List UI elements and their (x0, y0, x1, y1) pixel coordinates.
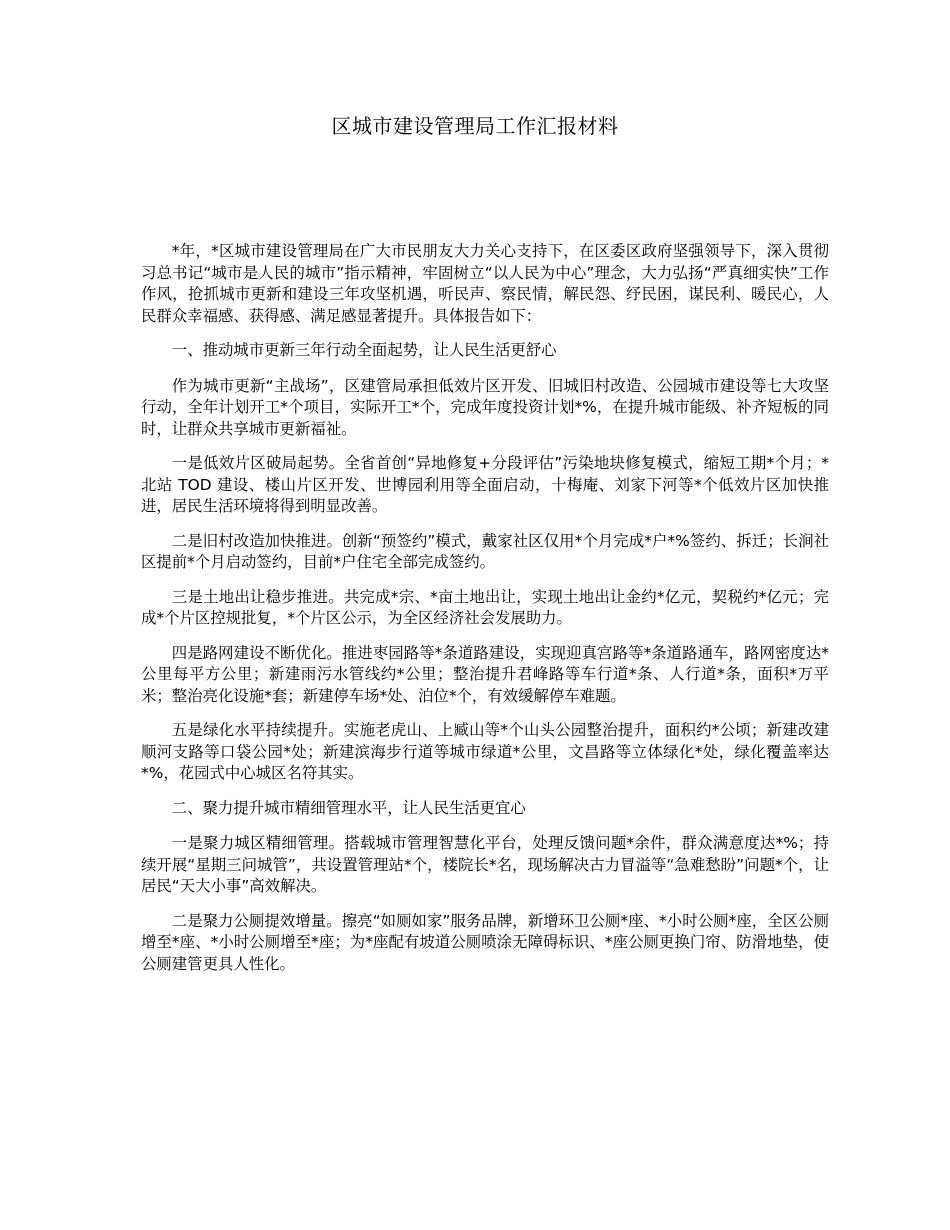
intro-paragraph: *年，*区城市建设管理局在广大市民朋友大力关心支持下，在区委区政府坚强领导下，深入贯彻习总书记“城市是人民的城市”指示精神，牢固树立“以人民为中心”理念，大力弘扬“严真细实快”工作作风，抢抓城市更新和建设三年攻坚机遇，听民声、察民情，解民怨、纾民困，谋民利、暖民心，人民群众幸福感、获得感、满足感显著提升。具体报告如下： (141, 242, 829, 325)
document-title: 区城市建设管理局工作汇报材料 (331, 114, 619, 138)
body-paragraph: 五是绿化水平持续提升。实施老虎山、上臧山等*个山头公园整治提升，面积约*公顷；新建改建顺河支路等口袋公园*处；新建滨海步行道等城市绿道*公里，文昌路等立体绿化*处，绿化覆盖率达*%，花园式中心城区名符其实。 (141, 721, 829, 782)
body-paragraph: 二是旧村改造加快推进。创新“预签约”模式，戴家社区仅用*个月完成*户*%签约、拆迁；长涧社区提前*个月启动签约，目前*户住宅全部完成签约。 (141, 531, 829, 571)
document-body (141, 241, 829, 988)
section-heading-2: 二、聚力提升城市精细管理水平，让人民生活更宜心 (171, 798, 526, 817)
body-paragraph: 四是路网建设不断优化。推进枣园路等*条道路建设，实现迎真宫路等*条道路通车，路网密度达*公里每平方公里；新建雨污水管线约*公里；整治提升君峰路等车行道*条、人行道*条，面积*万平米；整治亮化设施*套；新建停车场*处、泊位*个，有效缓解停车难题。 (141, 643, 829, 705)
body-paragraph: 作为城市更新“主战场”，区建管局承担低效片区开发、旧城旧村改造、公园城市建设等七大攻坚行动，全年计划开工*个项目，实际开工*个，完成年度投资计划*%，在提升城市能级、补齐短板的同时，让群众共享城市更新福祉。 (141, 376, 829, 438)
body-paragraph: 一是低效片区破局起势。全省首创“异地修复+分段评估”污染地块修复模式，缩短工期*个月；*北站 TOD 建设、楼山片区开发、世博园利用等全面启动，十梅庵、刘家下河等*个低效片区加快推进，居民生活环境将得到明显改善。 (141, 454, 829, 515)
body-paragraph: 二是聚力公厕提效增量。擦亮“如厕如家”服务品牌，新增环卫公厕*座、*小时公厕*座，全区公厕增至*座、*小时公厕增至*座；为*座配有坡道公厕喷涂无障碍标识、*座公厕更换门帘、防滑地垫，使公厕建管更具人性化。 (141, 911, 829, 973)
body-paragraph: 一是聚力城区精细管理。搭载城市管理智慧化平台，处理反馈问题*余件，群众满意度达*%；持续开展“星期三问城管”，共设置管理站*个，楼院长*名，现场解决古力冒溢等“急难愁盼”问题*个，让居民“天大小事”高效解决。 (141, 834, 829, 895)
body-paragraph: 三是土地出让稳步推进。共完成*宗、*亩土地出让，实现土地出让金约*亿元，契税约*亿元；完成*个片区控规批复，*个片区公示，为全区经济社会发展助力。 (141, 587, 829, 627)
section-heading-1: 一、推动城市更新三年行动全面起势，让人民生活更舒心 (171, 341, 557, 359)
